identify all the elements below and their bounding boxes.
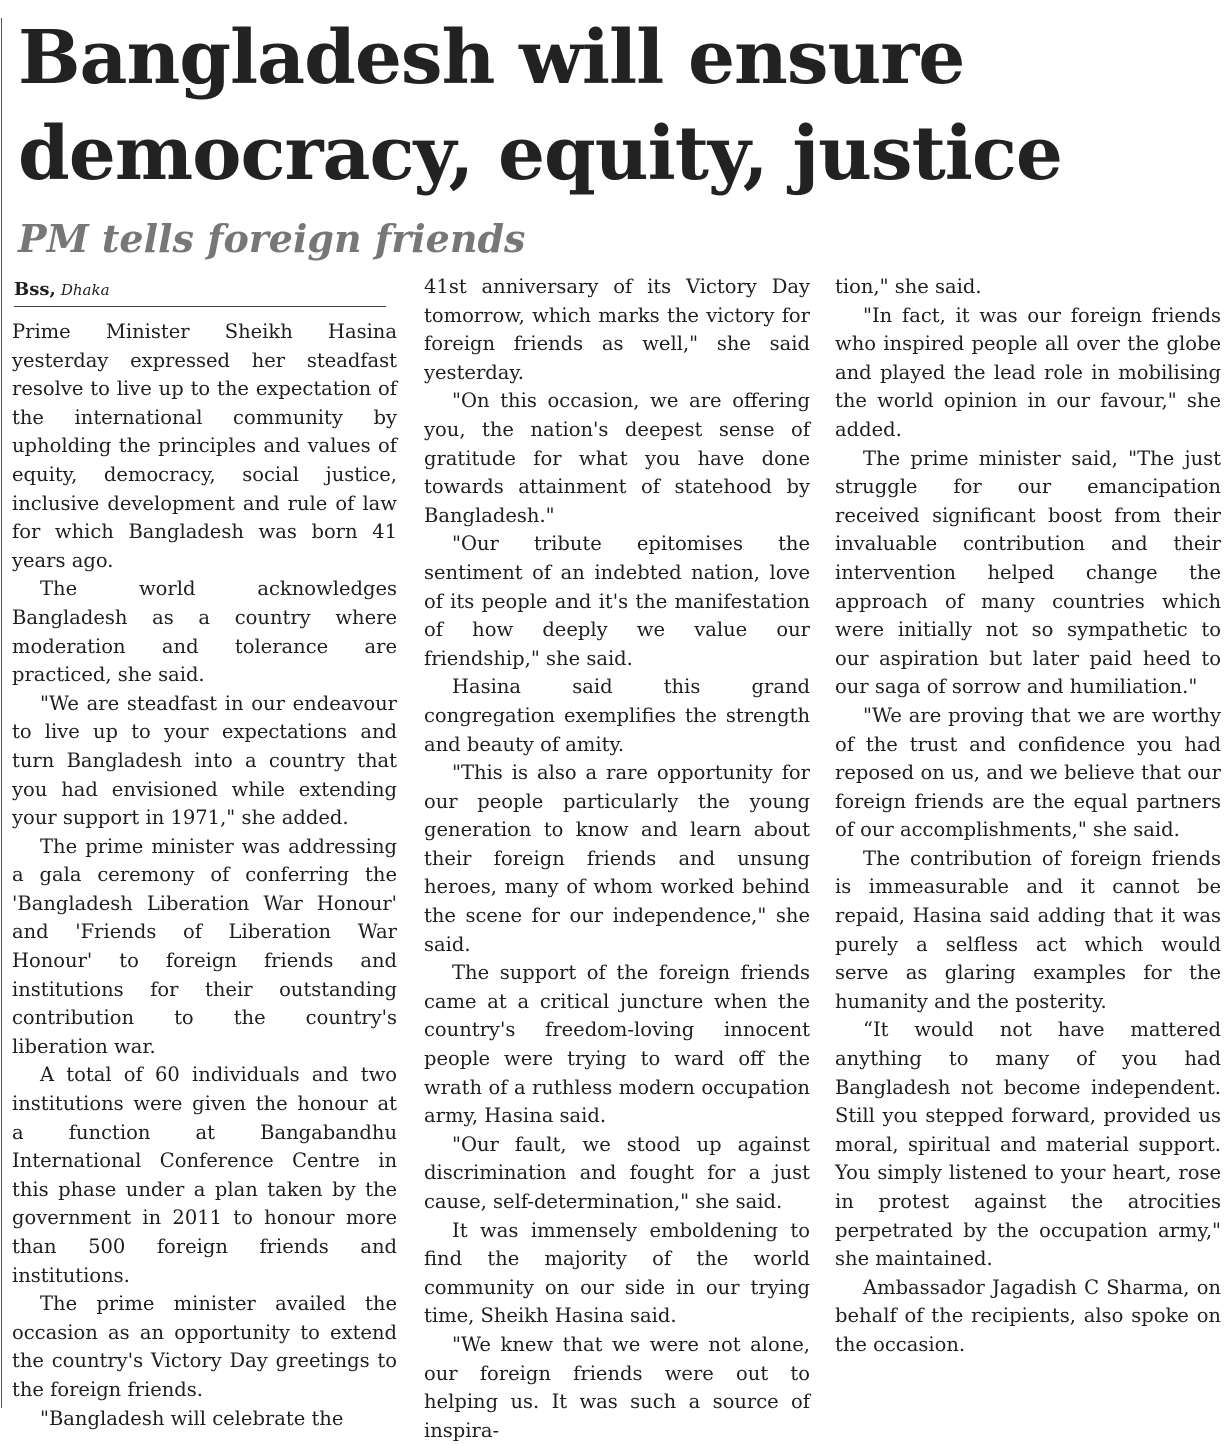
paragraph: "We knew that we were not alone, our foreign friends were out to helping us. It was such a source of inspira- bbox=[424, 1332, 810, 1442]
paragraph: "This is also a rare opportunity for our people particularly the young generation to know and learn about their foreign friends and unsung heroes, many of whom worked behind the scene for our independence," she said. bbox=[424, 761, 810, 956]
paragraph: The contribution of foreign friends is immeasurable and it cannot be repaid, Hasina said adding that it was purely a selfless act which would serve as glaring examples for the humanity and the posterity. bbox=[835, 846, 1221, 1013]
headline-line-1: Bangladesh will ensure bbox=[18, 15, 965, 101]
headline bbox=[18, 10, 1218, 202]
article-column-1 bbox=[12, 318, 397, 1433]
paragraph: Hasina said this grand congregation exemplifies the strength and beauty of amity. bbox=[424, 675, 810, 756]
byline-agency: Bss, bbox=[14, 279, 56, 300]
paragraph: Ambassador Jagadish C Sharma, on behalf of the recipients, also spoke on the occasion. bbox=[835, 1275, 1221, 1356]
column-rule bbox=[1, 18, 2, 1408]
paragraph: 41st anniversary of its Victory Day tomorrow, which marks the victory for foreign friends as well," she said yesterday. bbox=[424, 275, 810, 384]
paragraph: “It would not have mattered anything to many of you had Bangladesh not become independent. Still you stepped forward, provided us moral, spiritual and material support. You simply listened to your heart, rose in protest against the atrocities perpetrated by the occupation army," she maintained. bbox=[835, 1018, 1221, 1271]
paragraph: "We are steadfast in our endeavour to live up to your expectations and turn Bangladesh into a country that you had envisioned while extending your support in 1971," she added. bbox=[12, 691, 397, 830]
paragraph: "On this occasion, we are offering you, the nation's deepest sense of gratitude for what you have done towards attainment of statehood by Bangladesh." bbox=[424, 389, 810, 527]
paragraph: The prime minister availed the occasion as an opportunity to extend the country's Victory Day greetings to the foreign friends. bbox=[12, 1292, 397, 1401]
paragraph: Prime Minister Sheikh Hasina yesterday expressed her steadfast resolve to live up to the expectation of the international community by upholding the principles and values of equity, democracy, social justice, inclusive development and rule of law for which Bangladesh was born 41 years ago. bbox=[12, 320, 397, 572]
paragraph: The support of the foreign friends came at a critical juncture when the country's freedom-loving innocent people were trying to ward off the wrath of a ruthless modern occupation army, Hasina said. bbox=[424, 961, 810, 1128]
headline-line-2: democracy, equity, justice bbox=[18, 111, 1063, 197]
paragraph: The prime minister said, "The just struggle for our emancipation received significant boost from their invaluable contribution and their intervention helped change the approach of many countries which were initially not so sympathetic to our aspiration but later paid heed to our saga of sorrow and humiliation." bbox=[835, 446, 1221, 699]
subheadline: PM tells foreign friends bbox=[18, 216, 526, 261]
paragraph: A total of 60 individuals and two institutions were given the honour at a function at Bangabandhu International Conference Centre in this phase under a plan taken by the government in 2011 to honour more than 500 foreign friends and institutions. bbox=[12, 1063, 397, 1287]
paragraph: tion," she said. bbox=[835, 275, 982, 298]
article-column-3 bbox=[835, 273, 1221, 1360]
paragraph: It was immensely emboldening to find the majority of the world community on our side in our trying time, Sheikh Hasina said. bbox=[424, 1218, 810, 1328]
paragraph: "We are proving that we are worthy of the trust and confidence you had reposed on us, and we believe that our foreign friends are the equal partners of our accomplishments," she said. bbox=[835, 703, 1221, 842]
byline-place: Dhaka bbox=[60, 281, 110, 299]
paragraph: The prime minister was addressing a gala ceremony of conferring the 'Bangladesh Liberation War Honour' and 'Friends of Liberation War Honour' to foreign friends and institutions for their outstanding contribution to the country's liberation war. bbox=[12, 834, 397, 1058]
paragraph: The world acknowledges Bangladesh as a country where moderation and tolerance are practiced, she said. bbox=[12, 577, 397, 687]
article-column-2 bbox=[424, 273, 810, 1445]
paragraph: "Our fault, we stood up against discrimination and fought for a just cause, self-determination," she said. bbox=[424, 1132, 810, 1213]
byline bbox=[14, 276, 386, 307]
paragraph: "In fact, it was our foreign friends who inspired people all over the globe and played the lead role in mobilising the world opinion in our favour," she added. bbox=[835, 303, 1221, 441]
paragraph: "Bangladesh will celebrate the bbox=[40, 1406, 344, 1430]
paragraph: "Our tribute epitomises the sentiment of an indebted nation, love of its people and it's the manifestation of how deeply we value our friendship," she said. bbox=[424, 532, 810, 670]
